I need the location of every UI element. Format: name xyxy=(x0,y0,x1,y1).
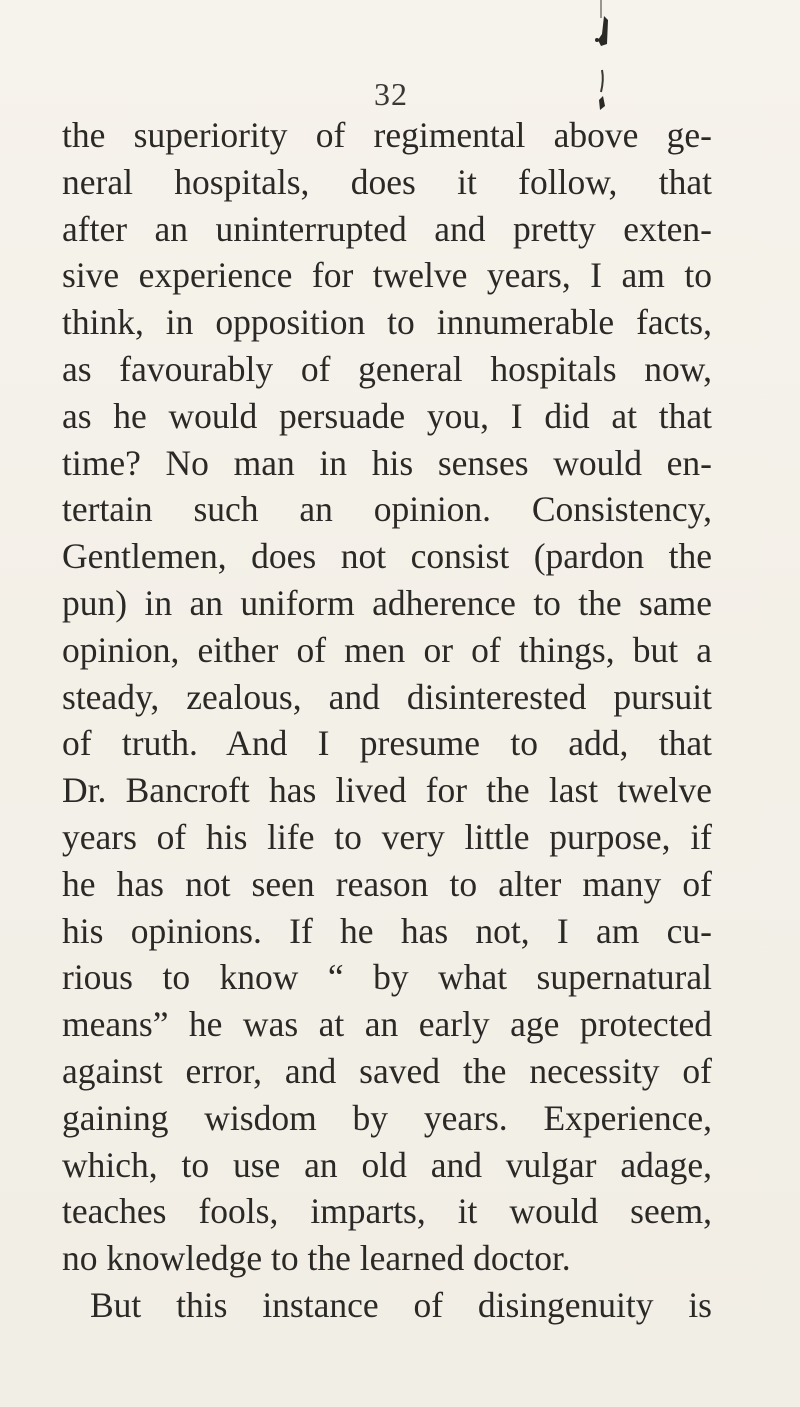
text-line: steady, zealous, and disinterested pursuit xyxy=(62,676,712,717)
text-line: sive experience for twelve years, I am to xyxy=(62,255,712,296)
text-line: against error, and saved the necessity of xyxy=(62,1050,712,1091)
text-line: tertain such an opinion. Consistency, xyxy=(62,489,712,530)
text-line: time? No man in his senses would en- xyxy=(62,442,712,483)
text-line: his opinions. If he has not, I am cu- xyxy=(62,910,712,951)
page-number: 32 xyxy=(374,76,408,112)
text-line: opinion, either of men or of things, but a xyxy=(62,629,712,670)
text-line: Gentlemen, does not consist (pardon the xyxy=(62,536,712,577)
text-line: means” he was at an early age protected xyxy=(62,1004,712,1045)
text-line: But this instance of disingenuity is xyxy=(90,1284,712,1325)
text-line: as favourably of general hospitals now, xyxy=(62,348,712,389)
text-line: teaches fools, imparts, it would seem, xyxy=(62,1191,712,1232)
text-line: he has not seen reason to alter many of xyxy=(62,863,712,904)
text-line: after an uninterrupted and pretty exten- xyxy=(62,208,712,249)
text-line: rious to know “ by what supernatural xyxy=(62,957,712,998)
body-text xyxy=(62,112,712,1329)
text-line: Dr. Bancroft has lived for the last twelve xyxy=(62,770,712,811)
text-line: of truth. And I presume to add, that xyxy=(62,723,712,764)
text-line: think, in opposition to innumerable facts, xyxy=(62,302,712,343)
text-line: as he would persuade you, I did at that xyxy=(62,395,712,436)
binding-mark-icon xyxy=(580,0,620,120)
text-line: neral hospitals, does it follow, that xyxy=(62,161,712,202)
text-line: which, to use an old and vulgar adage, xyxy=(62,1144,712,1185)
text-line: gaining wisdom by years. Experience, xyxy=(62,1097,712,1138)
text-line: no knowledge to the learned doctor. xyxy=(62,1238,571,1279)
text-line: pun) in an uniform adherence to the same xyxy=(62,582,712,623)
text-line: years of his life to very little purpose, if xyxy=(62,816,712,857)
text-line: the superiority of regimental above ge- xyxy=(62,115,712,155)
